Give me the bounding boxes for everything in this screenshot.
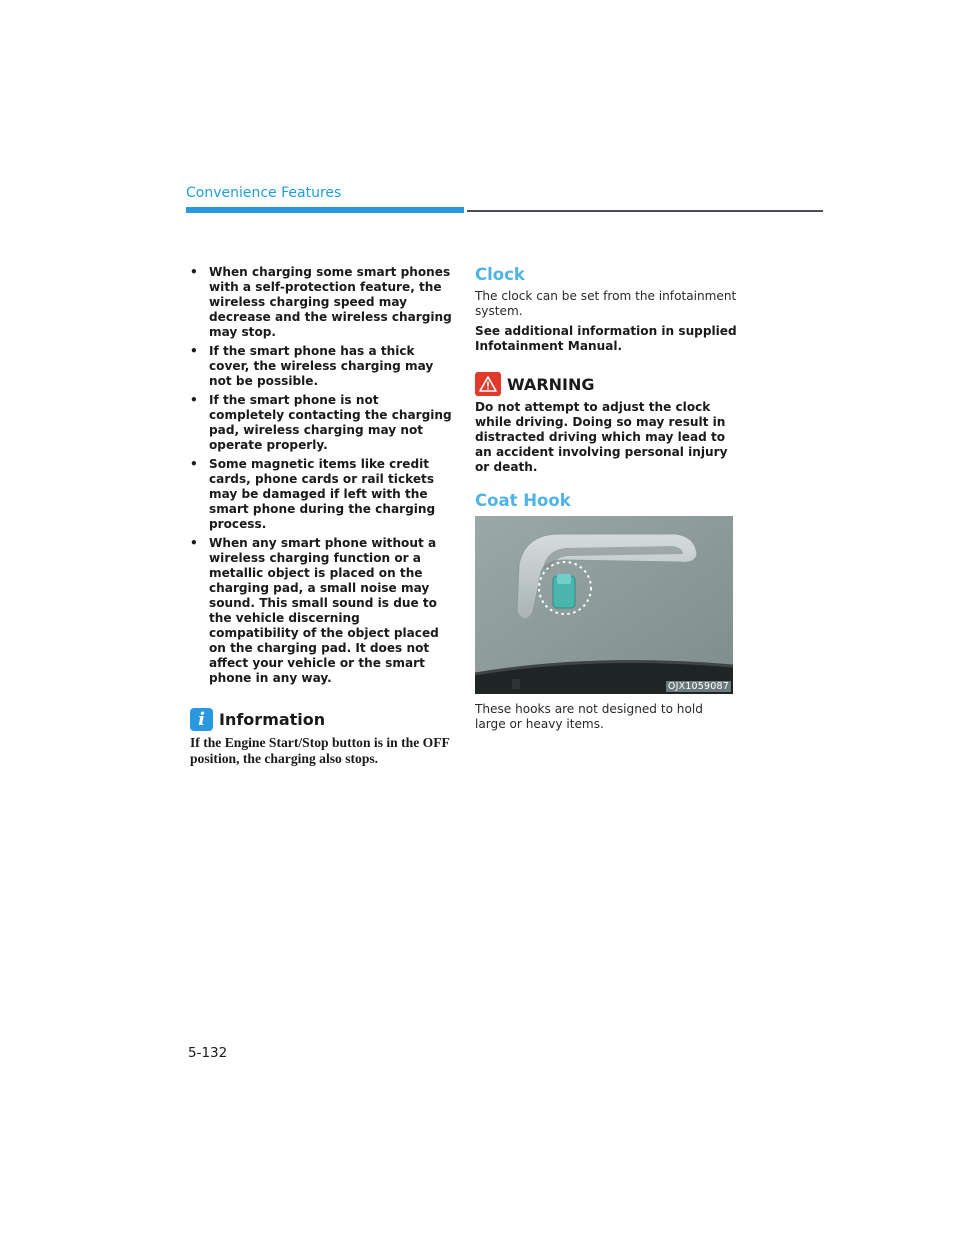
warning-label: WARNING — [507, 374, 595, 394]
clock-title: Clock — [475, 265, 525, 284]
clock-reference: See additional information in supplied Infotainment Manual. — [475, 324, 737, 353]
coat-hook-title: Coat Hook — [475, 491, 571, 510]
header-bar-rule — [467, 210, 823, 212]
bullet-mark: • — [190, 393, 198, 407]
clock-paragraph: The clock can be set from the infotainment system. — [475, 289, 737, 318]
list-item — [190, 344, 452, 389]
list-item — [190, 393, 452, 453]
bullet-text: If the smart phone has a thick cover, the wireless charging may not be possible. — [209, 344, 434, 388]
header-bar-accent — [186, 207, 464, 213]
warning-text: Do not attempt to adjust the clock while driving. Doing so may result in distracted driving which may lead to an accident involving personal injury or death. — [475, 400, 728, 474]
list-item — [190, 265, 452, 340]
warning-icon — [475, 372, 501, 396]
bullet-text: If the smart phone is not completely contacting the charging pad, wireless charging may not operate properly. — [209, 393, 452, 452]
information-heading — [190, 708, 452, 731]
bullet-list — [190, 265, 452, 686]
information-label: Information — [219, 710, 326, 729]
coat-hook-figure — [475, 516, 733, 694]
figure-code: OJX1059087 — [667, 681, 729, 692]
bullet-text: Some magnetic items like credit cards, phone cards or rail tickets may be damaged if left with the smart phone during the charging process. — [209, 457, 436, 531]
bullet-mark: • — [190, 536, 198, 550]
list-item — [190, 457, 452, 532]
bullet-mark: • — [190, 265, 198, 279]
warning-heading — [475, 372, 737, 396]
bullet-text: When charging some smart phones with a self-protection feature, the wireless charging speed may decrease and the wireless charging may stop. — [209, 265, 452, 339]
right-column — [475, 265, 737, 732]
bullet-mark: • — [190, 344, 198, 358]
page-number: 5-132 — [188, 1045, 228, 1061]
bullet-mark: • — [190, 457, 198, 471]
left-column — [190, 265, 452, 767]
info-icon: i — [190, 708, 213, 731]
header-title: Convenience Features — [186, 185, 342, 201]
list-item — [190, 536, 452, 686]
figure-caption: These hooks are not designed to hold large or heavy items. — [475, 702, 703, 731]
coat-hook-illustration — [475, 516, 733, 694]
bullet-text: When any smart phone without a wireless charging function or a metallic object is placed on the charging pad, a small noise may sound. This small sound is due to the vehicle discerning compatibility of the object placed on the charging pad. It does not affect your vehicle or the smart phone in any way. — [209, 536, 439, 685]
information-text: If the Engine Start/Stop button is in the OFF position, the charging also stops. — [190, 735, 450, 766]
